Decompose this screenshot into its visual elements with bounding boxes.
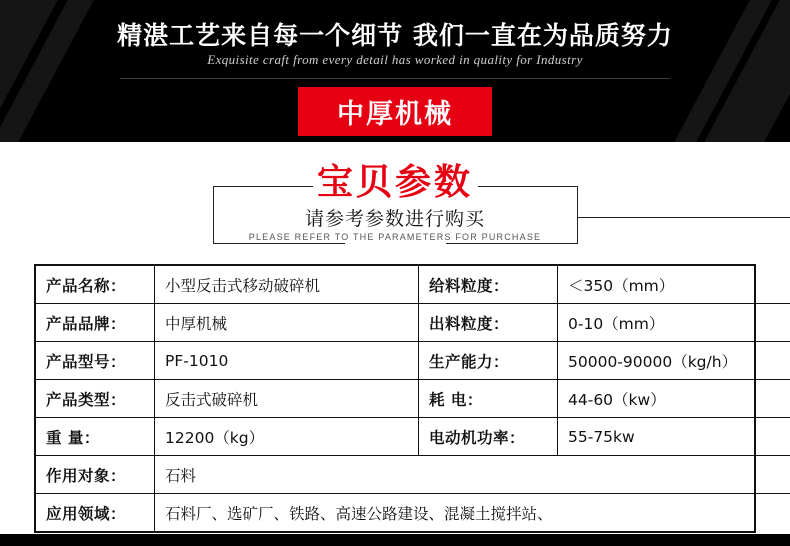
param-value: 55-75kw xyxy=(558,418,790,456)
top-banner xyxy=(0,0,790,142)
param-value: 44-60（kw） xyxy=(558,380,790,418)
bottom-bar xyxy=(0,534,790,546)
param-value: 12200（kg） xyxy=(155,418,419,456)
title-frame-line xyxy=(213,243,345,244)
table-row xyxy=(36,266,790,304)
parameter-table xyxy=(34,264,756,533)
param-label: 电动机功率： xyxy=(419,418,558,456)
param-value: 小型反击式移动破碎机 xyxy=(155,266,419,304)
param-label: 产品品牌： xyxy=(36,304,155,342)
table-row xyxy=(36,380,790,418)
param-label: 耗 电： xyxy=(419,380,558,418)
brand-name: 中厚机械 xyxy=(337,99,453,130)
param-label: 重 量： xyxy=(36,418,155,456)
param-value: ＜350（mm） xyxy=(558,266,790,304)
brand-badge xyxy=(298,87,492,136)
param-label: 给料粒度： xyxy=(419,266,558,304)
param-value: 石料厂、选矿厂、铁路、高速公路建设、混凝土搅拌站、 xyxy=(155,494,790,532)
title-frame-line xyxy=(446,243,578,244)
page-subtitle: 请参考参数进行购买 xyxy=(304,208,485,230)
banner-subline: Exquisite craft from every detail has worked in quality for Industry xyxy=(207,52,583,67)
param-label: 出料粒度： xyxy=(419,304,558,342)
banner-divider xyxy=(120,78,670,79)
banner-headline: 精湛工艺来自每一个细节 我们一直在为品质努力 xyxy=(117,21,673,50)
param-value: 50000-90000（kg/h） xyxy=(558,342,790,380)
param-label: 作用对象： xyxy=(36,456,155,494)
table-row xyxy=(36,304,790,342)
table-row xyxy=(36,342,790,380)
param-value: 0-10（mm） xyxy=(558,304,790,342)
section-title-block xyxy=(0,142,790,252)
table-row xyxy=(36,494,790,532)
page-subtitle-english: PLEASE REFER TO THE PARAMETERS FOR PURCHASE xyxy=(248,232,542,242)
page-title: 宝贝参数 xyxy=(316,162,473,203)
param-label: 产品型号： xyxy=(36,342,155,380)
param-label: 产品名称： xyxy=(36,266,155,304)
param-label: 应用领域： xyxy=(36,494,155,532)
param-value: 中厚机械 xyxy=(155,304,419,342)
param-value: 石料 xyxy=(155,456,790,494)
table-row xyxy=(36,418,790,456)
param-value: 反击式破碎机 xyxy=(155,380,419,418)
param-label: 产品类型： xyxy=(36,380,155,418)
table-row xyxy=(36,456,790,494)
param-label: 生产能力： xyxy=(419,342,558,380)
param-value: PF-1010 xyxy=(155,342,419,380)
